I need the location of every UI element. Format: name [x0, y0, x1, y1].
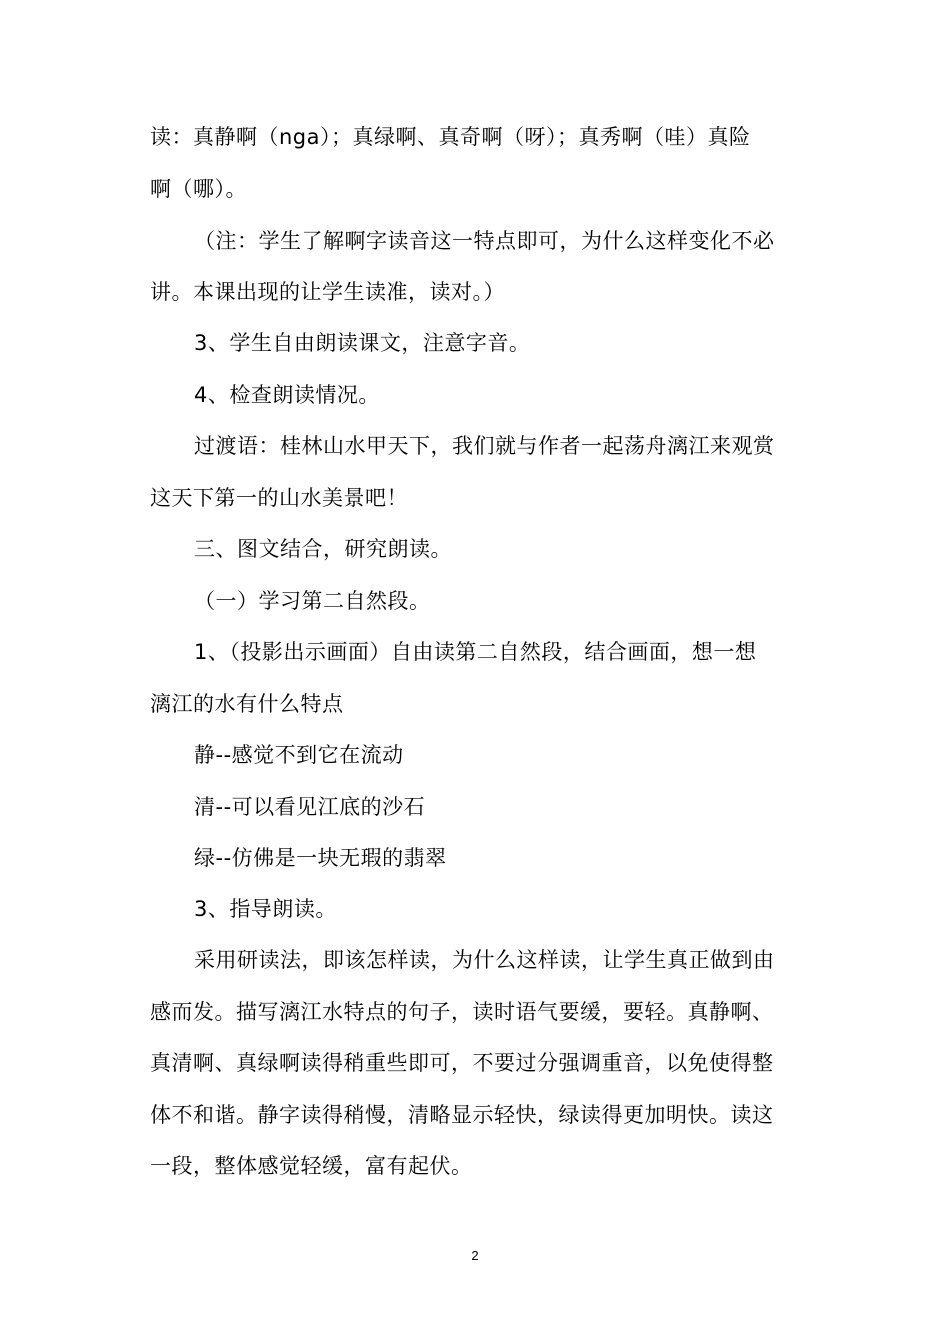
text-line: 体不和谐。静字读得稍慢，清略显示轻快，绿读得更加明快。读这: [150, 1103, 774, 1127]
text-line: 读：真静啊（nga）；真绿啊、真奇啊（呀）；真秀啊（哇）真险: [150, 125, 751, 149]
text-line: （注：学生了解啊字读音这一特点即可，为什么这样变化不必: [194, 229, 775, 253]
list-item: 静--感觉不到它在流动: [194, 743, 404, 767]
text-line: 1、（投影出示画面）自由读第二自然段，结合画面，想一想: [194, 640, 757, 664]
text-line: 真清啊、真绿啊读得稍重些即可，不要过分强调重音，以免使得整: [150, 1051, 774, 1075]
text-line: 漓江的水有什么特点: [150, 692, 344, 716]
text-line: 4、检查朗读情况。: [194, 383, 380, 407]
text-line: 采用研读法，即该怎样读，为什么这样读，让学生真正做到由: [194, 948, 775, 972]
subsection-heading: （一）学习第二自然段。: [194, 589, 431, 613]
text-line: 3、指导朗读。: [194, 897, 337, 921]
text-line: 感而发。描写漓江水特点的句子，读时语气要缓，要轻。真静啊、: [150, 1000, 774, 1024]
page-number: 2: [471, 1248, 479, 1263]
section-heading: 三、图文结合，研究朗读。: [194, 537, 452, 561]
text-line: 过渡语：桂林山水甲天下，我们就与作者一起荡舟漓江来观赏: [194, 434, 775, 458]
text-line: 讲。本课出现的让学生读准，读对。）: [150, 280, 505, 304]
list-item: 绿--仿佛是一块无瑕的翡翠: [194, 846, 447, 870]
text-line: 3、学生自由朗读课文，注意字音。: [194, 331, 531, 355]
text-line: 这天下第一的山水美景吧！: [150, 486, 408, 510]
text-line: 一段，整体感觉轻缓，富有起伏。: [150, 1154, 473, 1178]
text-line: 啊（哪）。: [150, 177, 247, 201]
list-item: 清--可以看见江底的沙石: [194, 795, 426, 819]
